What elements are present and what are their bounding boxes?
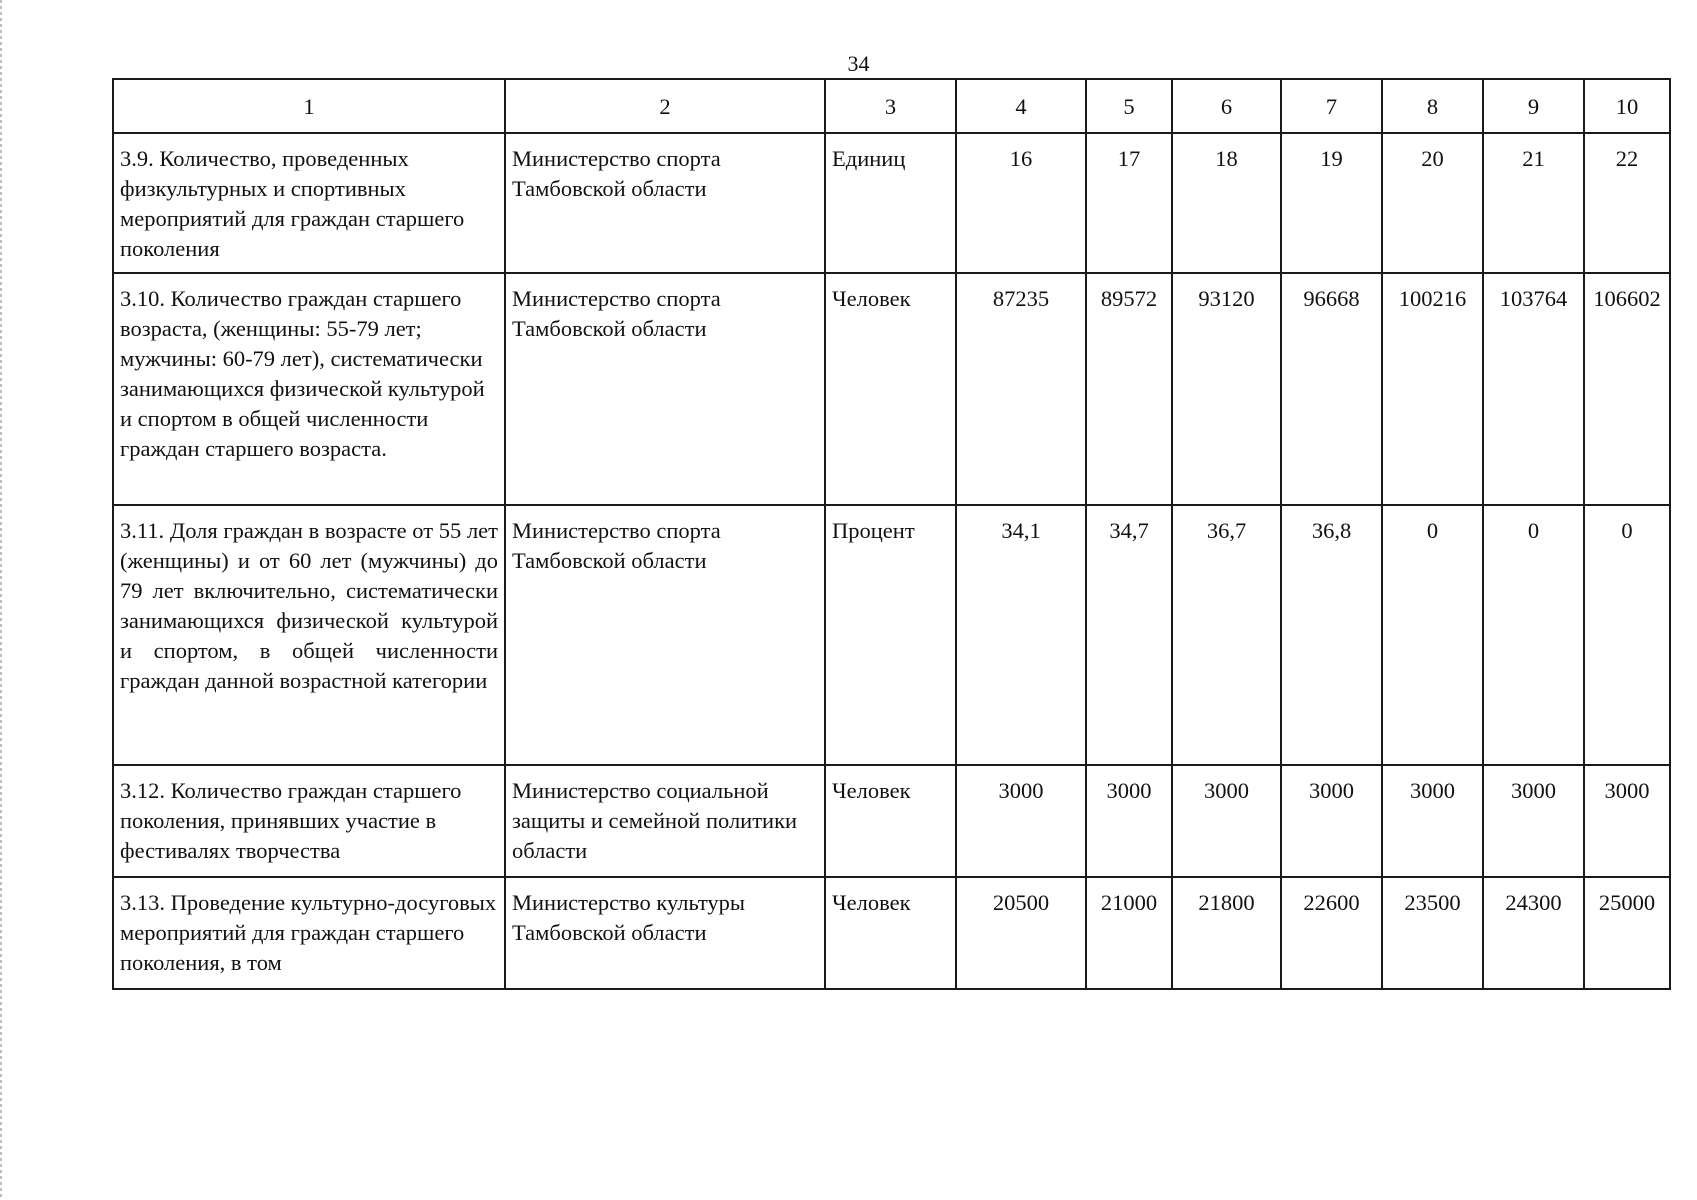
value-cell: 3000 <box>1483 765 1584 877</box>
page-number: 34 <box>847 51 870 76</box>
table-row <box>113 133 1670 273</box>
indicator-cell: 3.11. Доля граждан в возрасте от 55 лет (женщины) и от 60 лет (мужчины) до 79 лет включительно, систематически занимающихся физической культурой и спортом, в общей численности граждан данной возрастной категории <box>113 505 505 765</box>
value-cell: 21000 <box>1086 877 1172 989</box>
table-row <box>113 765 1670 877</box>
value-cell: 24300 <box>1483 877 1584 989</box>
value-cell: 21 <box>1483 133 1584 273</box>
indicator-cell: 3.10. Количество граждан старшего возраста, (женщины: 55-79 лет; мужчины: 60-79 лет), систематически занимающихся физической культурой и спортом в общей численности граждан старшего возраста. <box>113 273 505 505</box>
value-cell: 103764 <box>1483 273 1584 505</box>
responsible-cell: Министерство спорта Тамбовской области <box>505 273 825 505</box>
value-cell: 36,8 <box>1281 505 1382 765</box>
value-cell: 34,7 <box>1086 505 1172 765</box>
column-header: 10 <box>1584 79 1670 133</box>
column-header: 5 <box>1086 79 1172 133</box>
table-header-row <box>113 79 1670 133</box>
responsible-cell: Министерство культуры Тамбовской области <box>505 877 825 989</box>
indicators-table <box>112 78 1671 990</box>
value-cell: 34,1 <box>956 505 1086 765</box>
value-cell: 3000 <box>956 765 1086 877</box>
value-cell: 0 <box>1584 505 1670 765</box>
unit-cell: Единиц <box>825 133 956 273</box>
responsible-cell: Министерство социальной защиты и семейной политики области <box>505 765 825 877</box>
value-cell: 22 <box>1584 133 1670 273</box>
value-cell: 25000 <box>1584 877 1670 989</box>
value-cell: 106602 <box>1584 273 1670 505</box>
indicator-cell: 3.12. Количество граждан старшего поколения, принявших участие в фестивалях творчества <box>113 765 505 877</box>
responsible-cell: Министерство спорта Тамбовской области <box>505 133 825 273</box>
value-cell: 21800 <box>1172 877 1281 989</box>
value-cell: 0 <box>1382 505 1483 765</box>
column-header: 8 <box>1382 79 1483 133</box>
value-cell: 3000 <box>1172 765 1281 877</box>
unit-cell: Человек <box>825 273 956 505</box>
value-cell: 22600 <box>1281 877 1382 989</box>
value-cell: 19 <box>1281 133 1382 273</box>
value-cell: 23500 <box>1382 877 1483 989</box>
column-header: 2 <box>505 79 825 133</box>
value-cell: 20500 <box>956 877 1086 989</box>
value-cell: 3000 <box>1281 765 1382 877</box>
column-header: 7 <box>1281 79 1382 133</box>
unit-cell: Процент <box>825 505 956 765</box>
column-header: 3 <box>825 79 956 133</box>
indicator-cell: 3.13. Проведение культурно-досуговых мероприятий для граждан старшего поколения, в том <box>113 877 505 989</box>
responsible-cell: Министерство спорта Тамбовской области <box>505 505 825 765</box>
scan-edge <box>0 0 2 1200</box>
unit-cell: Человек <box>825 765 956 877</box>
value-cell: 16 <box>956 133 1086 273</box>
value-cell: 20 <box>1382 133 1483 273</box>
table-row <box>113 273 1670 505</box>
column-header: 9 <box>1483 79 1584 133</box>
value-cell: 3000 <box>1382 765 1483 877</box>
column-header: 6 <box>1172 79 1281 133</box>
value-cell: 18 <box>1172 133 1281 273</box>
value-cell: 17 <box>1086 133 1172 273</box>
value-cell: 96668 <box>1281 273 1382 505</box>
value-cell: 89572 <box>1086 273 1172 505</box>
column-header: 4 <box>956 79 1086 133</box>
table-row <box>113 505 1670 765</box>
value-cell: 100216 <box>1382 273 1483 505</box>
value-cell: 93120 <box>1172 273 1281 505</box>
value-cell: 3000 <box>1584 765 1670 877</box>
value-cell: 36,7 <box>1172 505 1281 765</box>
table-row <box>113 877 1670 989</box>
value-cell: 3000 <box>1086 765 1172 877</box>
value-cell: 87235 <box>956 273 1086 505</box>
value-cell: 0 <box>1483 505 1584 765</box>
indicator-cell: 3.9. Количество, проведенных физкультурных и спортивных мероприятий для граждан старшего поколения <box>113 133 505 273</box>
column-header: 1 <box>113 79 505 133</box>
unit-cell: Человек <box>825 877 956 989</box>
